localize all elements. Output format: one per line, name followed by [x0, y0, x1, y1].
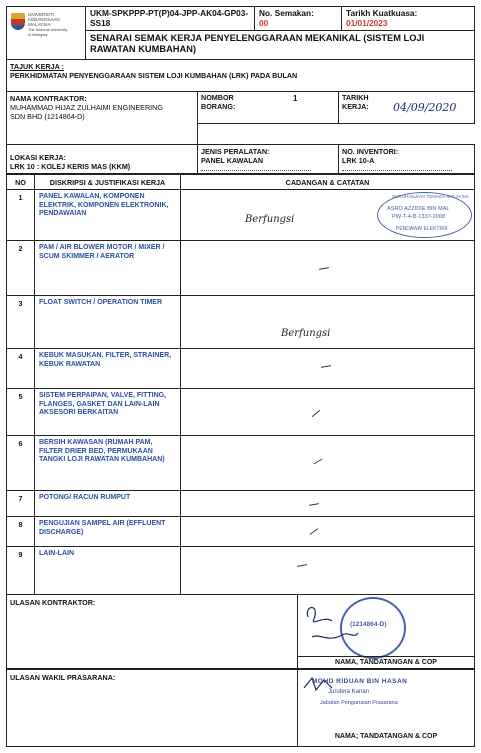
rep-comment-cell — [7, 670, 298, 747]
row-2-notes — [181, 241, 475, 296]
row-6-notes — [181, 436, 475, 491]
rep-stamp-line3: Jabatan Pengurusan Prasarana — [320, 700, 398, 706]
logo-cell — [7, 7, 86, 60]
equipment-label: JENIS PERALATAN: — [201, 147, 270, 156]
contractor-label: NAMA KONTRAKTOR: — [10, 94, 87, 103]
row-6-dash-mark — [313, 459, 322, 465]
row-9-dash-mark — [297, 564, 307, 567]
revision-cell — [255, 7, 342, 31]
contractor-sign-caption: NAMA, TANDATANGAN & COP — [298, 656, 474, 668]
rep-stamp-line1: MOHD RIDUAN BIN HASAN — [312, 678, 408, 685]
contractor-comment-cell — [7, 595, 298, 669]
row-8-desc: PENGUJIAN SAMPEL AIR (EFFLUENT DISCHARGE) — [35, 517, 181, 547]
row-2-desc: PAM / AIR BLOWER MOTOR / MIXER / SCUM SKIMMER / AERATOR — [35, 241, 181, 296]
contractor-value: MUHAMMAD HIJAZ ZULHAIMI ENGINEERING SDN BHD (1214864-D) — [10, 103, 163, 121]
row-8-dash-mark — [310, 528, 319, 535]
col-header-desc: DISKRIPSI & JUSTIFIKASI KERJA — [35, 175, 181, 190]
tenaga-stamp-line2: ASRO AZZIDIE BIN MAL — [387, 206, 450, 212]
rep-sign-cell — [298, 670, 475, 747]
row-9-notes — [181, 547, 475, 595]
logo-text-2: KEBANGSAAN — [28, 17, 60, 23]
contractor-stamp-text: (1214864-D) — [350, 621, 387, 628]
work-title-label: TAJUK KERJA : — [10, 62, 64, 71]
inventory-dotted-line — [342, 170, 452, 171]
row-7-dash-mark — [309, 503, 319, 506]
row-5-desc: SISTEM PERPAIPAN, VALVE, FITTING, FLANGES, GASKET DAN LAIN-LAIN AKSESORI BERKAITAN — [35, 389, 181, 436]
row-6-no: 6 — [7, 436, 35, 491]
inventory-cell — [339, 145, 475, 174]
logo-text-4: The National University — [28, 27, 68, 32]
logo-text-5: of Malaysia — [28, 32, 48, 37]
row-7-notes — [181, 491, 475, 517]
row-1-desc: PANEL KAWALAN, KOMPONEN ELEKTRIK, KOMPONEN ELEKTRONIK, PENDAWAIAN — [35, 190, 181, 241]
equipment-cell — [198, 145, 339, 174]
row-2-no: 2 — [7, 241, 35, 296]
tenaga-stamp-line3: PW-T-4-B-1337-2008 — [392, 214, 446, 220]
row-4-dash-mark — [321, 365, 331, 368]
work-date-cell — [339, 92, 475, 124]
rep-comment-label: ULASAN WAKIL PRASARANA: — [10, 673, 116, 682]
row-7-no: 7 — [7, 491, 35, 517]
doc-code: UKM-SPKPPP-PT(P)04-JPP-AK04-GP03-SS18 — [86, 7, 255, 31]
rep-stamp-line2: Jurutera Kanan — [328, 689, 370, 695]
row-1-note: Berfungsi — [245, 214, 295, 225]
form-title: SENARAI SEMAK KERJA PENYELENGGARAAN MEKANIKAL (SISTEM LOJI RAWATAN KUMBAHAN) — [86, 31, 475, 60]
row-5-notes — [181, 389, 475, 436]
contractor-cell — [7, 92, 198, 145]
row-9-no: 9 — [7, 547, 35, 595]
rep-comment-row — [6, 669, 475, 747]
inventory-value: LRK 10-A — [342, 156, 375, 165]
checklist-form — [6, 6, 475, 747]
row-4-notes — [181, 349, 475, 389]
inventory-label: NO. INVENTORI: — [342, 147, 399, 156]
equipment-dotted-line — [201, 170, 311, 171]
contractor-sign-cell — [298, 595, 475, 669]
row-6-desc: BERSIH KAWASAN (RUMAH PAM, FILTER DRIER BED, PERMUKAAN TANGKI LOJI RAWATAN KUMBAHAN) — [35, 436, 181, 491]
row-9-desc: LAIN-LAIN — [35, 547, 181, 595]
contractor-signature-icon — [302, 597, 362, 647]
row-1-no: 1 — [7, 190, 35, 241]
tenaga-stamp-line1: SURUHANJAYA TENAGA MALAYSIA — [392, 194, 470, 199]
row-4-desc: KEBUK MASUKAN, FILTER, STRAINER, KEBUK RAWATAN — [35, 349, 181, 389]
effective-label: Tarikh Kuatkuasa: — [346, 8, 418, 18]
form-header — [6, 6, 475, 60]
effective-cell — [342, 7, 475, 31]
location-label: LOKASI KERJA: — [10, 153, 66, 162]
row-7-desc: POTONG/ RACUN RUMPUT — [35, 491, 181, 517]
row-3-no: 3 — [7, 296, 35, 349]
col-header-no: NO — [7, 175, 35, 190]
row-8-no: 8 — [7, 517, 35, 547]
contractor-comment-row — [6, 594, 475, 669]
row-4-no: 4 — [7, 349, 35, 389]
row-8-notes — [181, 517, 475, 547]
revision-value: 00 — [259, 17, 269, 28]
ukm-logo-icon — [11, 13, 25, 30]
row-3-notes — [181, 296, 475, 349]
location-value: LRK 10 : KOLEJ KERIS MAS (KKM) — [10, 162, 131, 171]
row-5-no: 5 — [7, 389, 35, 436]
row-2-dash-mark — [319, 267, 329, 270]
row-1-notes — [181, 190, 475, 241]
work-title-value: PERKHIDMATAN PENYENGGARAAN SISTEM LOJI KUMBAHAN (LRK) PADA BULAN — [10, 71, 298, 80]
tenaga-stamp — [377, 192, 472, 238]
col-header-notes: CADANGAN & CATATAN — [181, 175, 475, 190]
equipment-value: PANEL KAWALAN — [201, 156, 264, 165]
info-block — [6, 91, 475, 174]
logo-text-3: MALAYSIA — [28, 22, 51, 28]
checklist-table — [6, 174, 475, 595]
form-no-cell — [198, 92, 339, 124]
row-5-dash-mark — [312, 410, 320, 417]
work-date-label: TARIKH KERJA: — [342, 93, 369, 111]
contractor-comment-label: ULASAN KONTRAKTOR: — [10, 598, 96, 607]
work-date-value: 04/09/2020 — [393, 101, 457, 114]
effective-value: 01/01/2023 — [346, 17, 388, 28]
logo-text-1: UNIVERSITI — [28, 12, 54, 17]
tenaga-stamp-line4: PENDAWAI ELEKTRIK — [396, 226, 448, 232]
form-no-value: 1 — [293, 94, 298, 103]
rep-sign-caption: NAMA; TANDATANGAN & COP — [334, 733, 438, 740]
revision-label: No. Semakan: — [259, 8, 314, 18]
work-title-box — [6, 60, 475, 92]
form-no-label: NOMBOR BORANG: — [201, 93, 236, 111]
row-3-desc: FLOAT SWITCH / OPERATION TIMER — [35, 296, 181, 349]
row-3-note: Berfungsi — [281, 328, 331, 339]
location-cell — [7, 145, 198, 174]
